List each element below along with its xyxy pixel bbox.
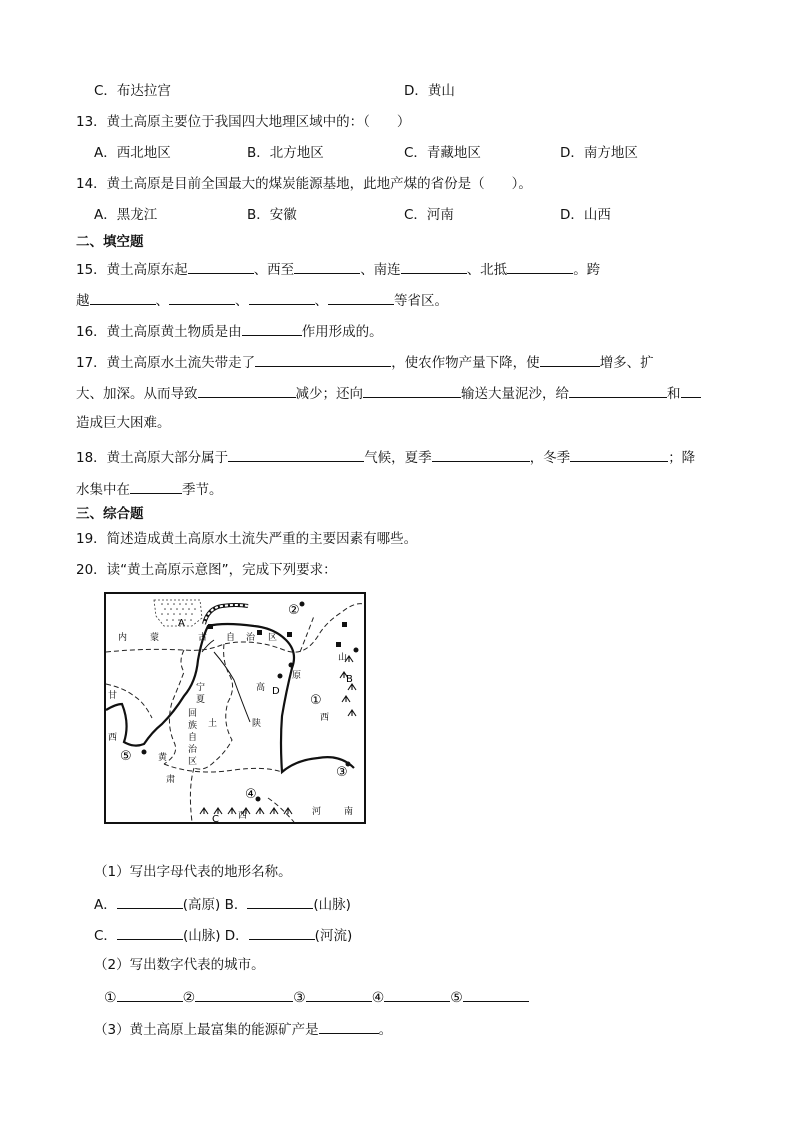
q14-option-d: D．山西	[560, 207, 611, 223]
q14-option-c: C．河南	[404, 207, 454, 223]
map-text: 陕	[252, 719, 262, 729]
answer-blank[interactable]	[681, 382, 701, 398]
map-text: 山	[338, 653, 348, 663]
map-label-1: ①	[310, 693, 322, 708]
q15-text: 等省区。	[394, 293, 448, 309]
answer-blank[interactable]	[117, 893, 183, 909]
q15-line-1	[76, 258, 600, 280]
map-label-a: A	[178, 618, 185, 629]
answer-blank[interactable]	[319, 1018, 379, 1034]
q13-option-b: B．北方地区	[247, 145, 324, 161]
map-text: 区	[188, 757, 198, 767]
map-label-b: B	[346, 674, 353, 685]
map-frame	[105, 593, 365, 823]
map-text: 宁	[196, 683, 206, 693]
q12-option-c: C．布达拉宫	[94, 83, 171, 99]
q20-sub1-title: （1）写出字母代表的地形名称。	[94, 864, 292, 880]
map-text: 肃	[166, 775, 176, 785]
q17-line-1	[76, 351, 654, 373]
map-text: 夏	[196, 695, 206, 705]
map-text: 古	[198, 633, 208, 643]
q12-option-d: D．黄山	[404, 83, 455, 99]
answer-blank[interactable]	[569, 382, 667, 398]
q20-text: （3）黄土高原上最富集的能源矿产是	[94, 1022, 319, 1038]
q17-text: 17．黄土高原水土流失带走了	[76, 355, 256, 371]
q17-line-3: 造成巨大困难。	[76, 415, 171, 431]
q17-text: 输送大量泥沙，给	[461, 386, 569, 402]
q18-text: 季节。	[182, 482, 223, 498]
q17-text: ，使农作物产量下降，使	[391, 355, 540, 371]
answer-blank[interactable]	[249, 924, 315, 940]
answer-blank[interactable]	[90, 289, 156, 305]
answer-blank[interactable]	[328, 289, 394, 305]
map-text: 西	[238, 811, 248, 821]
map-text: 高	[256, 683, 266, 693]
map-text: 蒙	[150, 633, 160, 643]
answer-blank[interactable]	[306, 986, 372, 1002]
q15-text: 越	[76, 293, 90, 309]
map-text: 河	[312, 807, 322, 817]
q15-text: 、	[235, 293, 249, 309]
q17-text: 和	[667, 386, 681, 402]
answer-blank[interactable]	[169, 289, 235, 305]
map-text: 治	[188, 745, 198, 755]
q20-text: (河流)	[314, 928, 353, 944]
q14-option-a: A．黑龙江	[94, 207, 158, 223]
q20-text: (山脉)	[313, 897, 351, 913]
answer-blank[interactable]	[249, 289, 315, 305]
map-text: 南	[344, 807, 354, 817]
q20-sub2-blanks	[104, 986, 529, 1008]
answer-blank[interactable]	[117, 924, 183, 940]
map-text: 西	[320, 713, 330, 723]
map-label-d: D	[272, 686, 280, 697]
q20-stem: 20．读“黄土高原示意图”，完成下列要求：	[76, 562, 337, 578]
q20-sub2-title: （2）写出数字代表的城市。	[94, 957, 265, 973]
map-text: 区	[268, 633, 278, 643]
q15-line-2	[76, 289, 448, 311]
q13-stem: 13．黄土高原主要位于我国四大地理区域中的：（ ）	[76, 114, 411, 130]
q16-text: 16．黄土高原黄土物质是由	[76, 324, 242, 340]
q15-text: 、	[314, 293, 328, 309]
answer-blank[interactable]	[188, 258, 254, 274]
answer-blank[interactable]	[540, 351, 600, 367]
answer-blank[interactable]	[247, 893, 313, 909]
q17-text: 增多、扩	[599, 355, 654, 371]
q13-option-d: D．南方地区	[560, 145, 638, 161]
map-label-4: ④	[245, 787, 257, 802]
map-text: 自	[226, 633, 236, 643]
map-text: 西	[108, 733, 118, 743]
map-text: 自	[188, 733, 198, 743]
answer-blank[interactable]	[401, 258, 467, 274]
q15-text: 、西至	[253, 262, 295, 278]
q20-text: A．	[94, 897, 117, 913]
answer-blank[interactable]	[255, 351, 391, 367]
map-text: 土	[208, 719, 218, 729]
map-text: 甘	[108, 691, 118, 701]
q20-text: C．	[94, 928, 117, 944]
q14-option-b: B．安徽	[247, 207, 297, 223]
q16	[76, 320, 383, 342]
q20-text: ①	[104, 990, 117, 1006]
map-text: 内	[118, 633, 128, 643]
q20-sub1-line-1	[94, 893, 351, 915]
q18-text: ；降	[668, 450, 696, 466]
q20-text: ④	[371, 990, 385, 1006]
map-label-2: ②	[288, 603, 300, 618]
map-text: 族	[188, 721, 198, 731]
q18-text: 18．黄土高原大部分属于	[76, 450, 229, 466]
answer-blank[interactable]	[130, 478, 182, 494]
answer-blank[interactable]	[195, 986, 293, 1002]
q20-text: ②	[182, 990, 196, 1006]
q15-text: 15．黄土高原东起	[76, 262, 188, 278]
answer-blank[interactable]	[570, 446, 668, 462]
q15-text: 、南连	[360, 262, 401, 278]
q18-line-2	[76, 478, 223, 500]
q19: 19．简述造成黄土高原水土流失严重的主要因素有哪些。	[76, 531, 418, 547]
map-label-5: ⑤	[120, 749, 132, 764]
answer-blank[interactable]	[384, 986, 450, 1002]
map-label-3: ③	[336, 765, 348, 780]
loess-plateau-map	[104, 592, 366, 824]
q15-text: 、	[155, 293, 169, 309]
q14-stem: 14．黄土高原是目前全国最大的煤炭能源基地，此地产煤的省份是（ ）。	[76, 176, 532, 192]
answer-blank[interactable]	[198, 382, 296, 398]
map-text: 原	[292, 671, 302, 681]
q20-text: ⑤	[450, 990, 463, 1006]
q20-text: ③	[293, 990, 306, 1006]
answer-blank[interactable]	[432, 446, 530, 462]
map-label-c: C	[212, 814, 219, 824]
q17-text: 减少；还向	[295, 386, 363, 402]
section-3-heading: 三、综合题	[76, 506, 144, 522]
q18-text: 水集中在	[76, 482, 130, 498]
q18-line-1	[76, 446, 695, 468]
answer-blank[interactable]	[463, 986, 529, 1002]
q18-text: ，冬季	[529, 450, 571, 466]
q15-text: 。跨	[573, 262, 601, 278]
q20-text: 。	[378, 1022, 393, 1038]
answer-blank[interactable]	[228, 446, 364, 462]
q18-text: 气候，夏季	[364, 450, 432, 466]
answer-blank[interactable]	[507, 258, 573, 274]
q17-text: 大、加深。从而导致	[76, 386, 198, 402]
q20-text: (山脉) D．	[182, 928, 249, 944]
section-2-heading: 二、填空题	[76, 234, 144, 250]
answer-blank[interactable]	[242, 320, 302, 336]
map-text: 黄	[158, 753, 168, 763]
q16-text: 作用形成的。	[301, 324, 383, 340]
q17-line-2	[76, 382, 701, 404]
map-text: 治	[246, 633, 256, 643]
answer-blank[interactable]	[117, 986, 183, 1002]
q20-sub3	[94, 1018, 392, 1040]
q20-sub1-line-2	[94, 924, 352, 946]
q20-text: (高原) B．	[182, 897, 248, 913]
map-text: 回	[188, 709, 198, 719]
q13-option-c: C．青藏地区	[404, 145, 481, 161]
answer-blank[interactable]	[363, 382, 461, 398]
answer-blank[interactable]	[294, 258, 360, 274]
q13-option-a: A．西北地区	[94, 145, 171, 161]
q15-text: 、北抵	[466, 262, 508, 278]
